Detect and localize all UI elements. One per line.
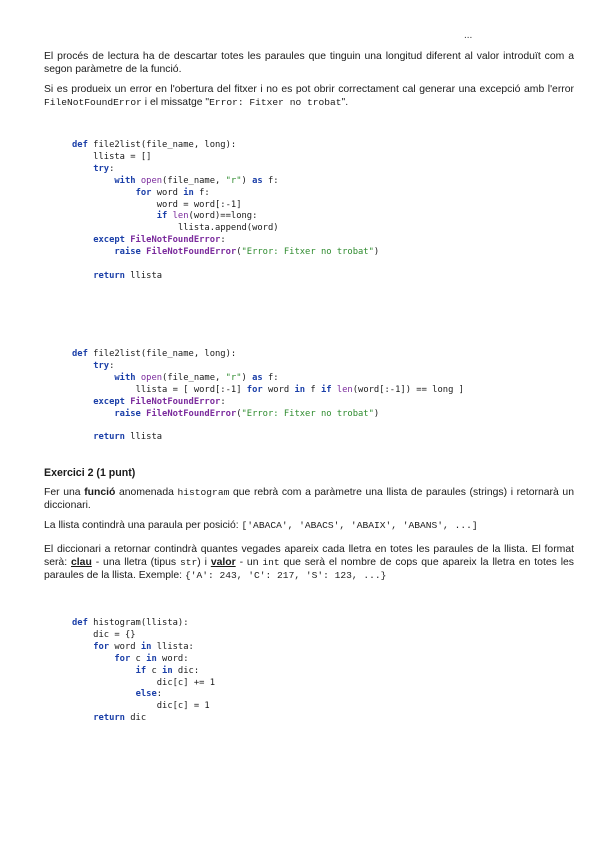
- code-block-histogram: def histogram(llista): dic = {} for word in llista: for c in word: if c in dic: dic[c] += 1 else: dic[c] = 1 return dic: [72, 618, 216, 724]
- exercise-2-statement: Fer una funció anomenada histogram que rebrà com a paràmetre una llista de paraules (strings) i retornarà un diccionari.: [44, 487, 574, 511]
- error-message: Error: Fitxer no trobat: [209, 97, 342, 108]
- error-name: FileNotFoundError: [44, 97, 142, 108]
- header-ellipsis: ...: [464, 30, 473, 41]
- exercise-2-dict-format: El diccionari a retornar contindrà quantes vegades apareix cada lletra en totes les paraules de la llista. El format serà: clau - una lletra (tipus str) i valor - un int que serà el nombre de cops que apareix la lletra en totes les paraules de la llista. Exemple: {'A': 243, 'C': 217, 'S': 123, ...}: [44, 544, 575, 581]
- code-block-file2list-loop: def file2list(file_name, long): llista = [] try: with open(file_name, "r") as f: for word in f: word = word[:-1] if len(word)==long: llista.append(word) except FileNotFoundError: raise FileNotFoundError("Error: Fitxer no trobat") return llista: [72, 140, 380, 281]
- exercise-2-list-format: La llista contindrà una paraula per posició: ['ABACA', 'ABACS', 'ABAIX', 'ABANS', ...]: [44, 520, 478, 531]
- paragraph-exception: Si es produeix un error en l'obertura del fitxer i no es pot obrir correctament cal generar una excepció amb l'error FileNotFoundError i el missatge "Error: Fitxer no trobat".: [44, 84, 574, 108]
- code-block-file2list-comprehension: def file2list(file_name, long): try: with open(file_name, "r") as f: llista = [ word[:-1] for word in f if len(word[:-1]) == long ] except FileNotFoundError: raise FileNotFoundError("Error: Fitxer no trobat") return llista: [72, 349, 464, 443]
- exercise-2-heading: Exercici 2 (1 punt): [44, 467, 136, 479]
- paragraph-length-filter: El procés de lectura ha de descartar totes les paraules que tinguin una longitud diferent al valor introduït com a segon paràmetre de la funció.: [44, 51, 574, 75]
